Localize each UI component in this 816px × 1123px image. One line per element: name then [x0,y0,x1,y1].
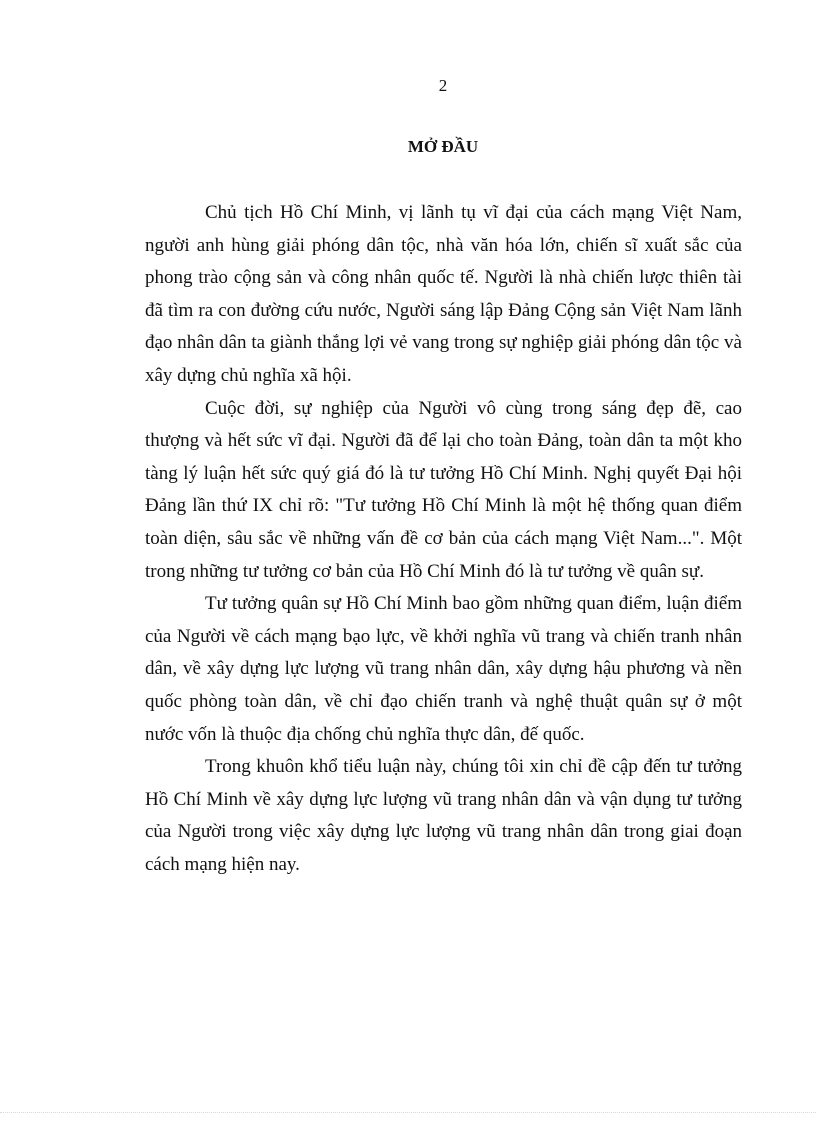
paragraph-scope: Trong khuôn khổ tiểu luận này, chúng tôi xin chỉ đề cập đến tư tưởng Hồ Chí Minh về xây dựng lực lượng vũ trang nhân dân và vận dụng tư tưởng của Người trong việc xây dựng lực lượng vũ trang nhân dân trong giai đoạn cách mạng hiện nay. [145,756,742,875]
paragraph-intro: Chủ tịch Hồ Chí Minh, vị lãnh tụ vĩ đại của cách mạng Việt Nam, người anh hùng giải phóng dân tộc, nhà văn hóa lớn, chiến sĩ xuất sắc của phong trào cộng sản và công nhân quốc tế. Người là nhà chiến lược thiên tài đã tìm ra con đường cứu nước, Người sáng lập Đảng Cộng sản Việt Nam lãnh đạo nhân dân ta giành thắng lợi vẻ vang trong sự nghiệp giải phóng dân tộc và xây dựng chủ nghĩa xã hội. [145,202,742,386]
document-body [145,197,742,881]
page-number: 2 [438,76,448,95]
page-bottom-divider [0,1112,816,1113]
paragraph-legacy: Cuộc đời, sự nghiệp của Người vô cùng trong sáng đẹp đẽ, cao thượng và hết sức vĩ đại. Người đã để lại cho toàn Đảng, toàn dân ta một kho tàng lý luận hết sức quý giá đó là tư tưởng Hồ Chí Minh. Nghị quyết Đại hội Đảng lần thứ IX chỉ rõ: "Tư tưởng Hồ Chí Minh là một hệ thống quan điểm toàn diện, sâu sắc về những vấn đề cơ bản của cách mạng Việt Nam...". Một trong những tư tưởng cơ bản của Hồ Chí Minh đó là tư tưởng về quân sự. [145,397,742,582]
document-heading: MỞ ĐẦU [407,137,479,156]
paragraph-military-thought: Tư tưởng quân sự Hồ Chí Minh bao gồm những quan điểm, luận điểm của Người về cách mạng bạo lực, về khởi nghĩa vũ trang và chiến tranh nhân dân, về xây dựng lực lượng vũ trang nhân dân, xây dựng hậu phương và nền quốc phòng toàn dân, về chỉ đạo chiến tranh và nghệ thuật quân sự ở một nước vốn là thuộc địa chống chủ nghĩa thực dân, đế quốc. [145,593,742,745]
